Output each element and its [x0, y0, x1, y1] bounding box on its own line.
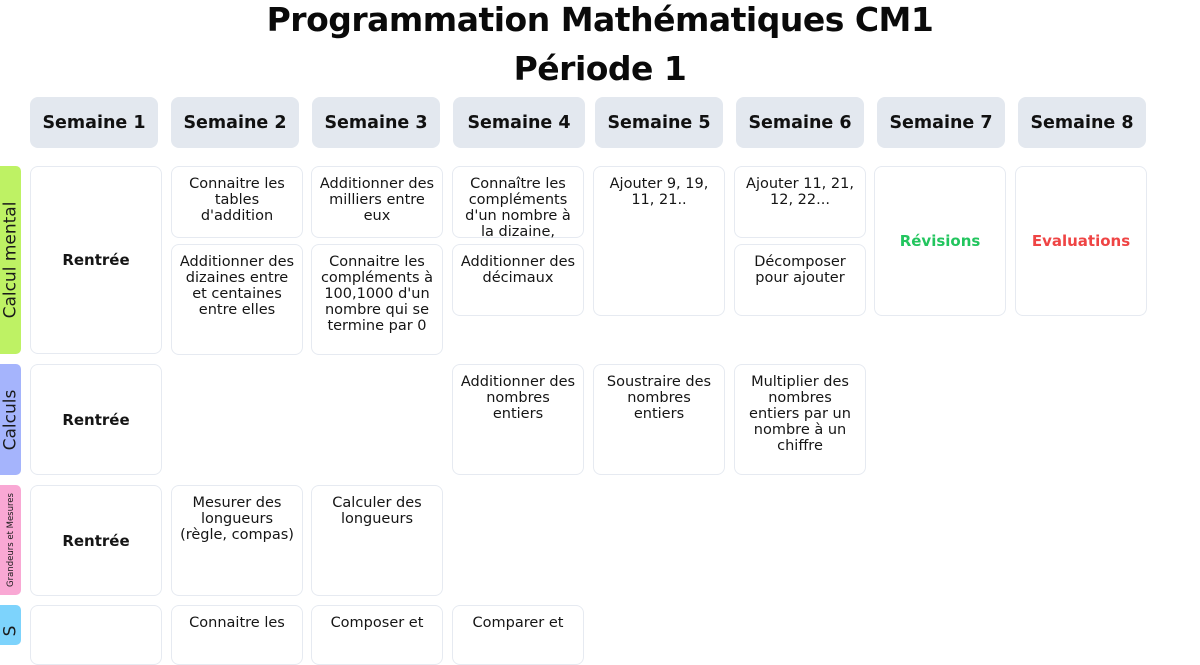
week-header-3: Semaine 3 [312, 97, 440, 148]
card-nombres-w4: Comparer et [452, 605, 584, 665]
period-title: Période 1 [513, 49, 687, 88]
card-calculs-w5: Soustraire des nombres entiers [593, 364, 725, 475]
week-header-6: Semaine 6 [736, 97, 864, 148]
card-calcul-mental-w6a: Ajouter 11, 21, 12, 22... [734, 166, 866, 238]
card-evaluations: Evaluations [1015, 166, 1147, 316]
card-calcul-mental-w3a: Additionner des milliers entre eux [311, 166, 443, 238]
week-header-8: Semaine 8 [1018, 97, 1146, 148]
row-label-calculs: Calculs [0, 364, 21, 475]
card-nombres-w3: Composer et [311, 605, 443, 665]
card-calculs-w4: Additionner des nombres entiers [452, 364, 584, 475]
week-header-7: Semaine 7 [877, 97, 1005, 148]
week-header-4: Semaine 4 [453, 97, 585, 148]
card-calculs-w6: Multiplier des nombres entiers par un nombre à un chiffre [734, 364, 866, 475]
card-calcul-mental-w1: Rentrée [30, 166, 162, 354]
card-calculs-w1: Rentrée [30, 364, 162, 475]
card-grandeurs-w2: Mesurer des longueurs (règle, compas) [171, 485, 303, 596]
card-calcul-mental-w4b: Additionner des décimaux [452, 244, 584, 316]
row-label-nombres: S [0, 605, 21, 645]
card-calcul-mental-w6b: Décomposer pour ajouter [734, 244, 866, 316]
card-grandeurs-w3: Calculer des longueurs [311, 485, 443, 596]
card-calcul-mental-w3b: Connaitre les compléments à 100,1000 d'un nombre qui se termine par 0 [311, 244, 443, 355]
card-nombres-w2: Connaitre les [171, 605, 303, 665]
week-header-5: Semaine 5 [595, 97, 723, 148]
card-calcul-mental-w2b: Additionner des dizaines entre et centaines entre elles [171, 244, 303, 355]
card-revisions: Révisions [874, 166, 1006, 316]
week-header-1: Semaine 1 [30, 97, 158, 148]
card-calcul-mental-w4a: Connaître les compléments d'un nombre à la dizaine, [452, 166, 584, 238]
card-grandeurs-w1: Rentrée [30, 485, 162, 596]
week-header-2: Semaine 2 [171, 97, 299, 148]
card-calcul-mental-w2a: Connaitre les tables d'addition [171, 166, 303, 238]
card-nombres-w1 [30, 605, 162, 665]
page-title: Programmation Mathématiques CM1 [266, 0, 934, 39]
row-label-calcul-mental: Calcul mental [0, 166, 21, 354]
row-label-grandeurs-mesures: Grandeurs et Mesures [0, 485, 21, 595]
card-calcul-mental-w5: Ajouter 9, 19, 11, 21.. [593, 166, 725, 316]
